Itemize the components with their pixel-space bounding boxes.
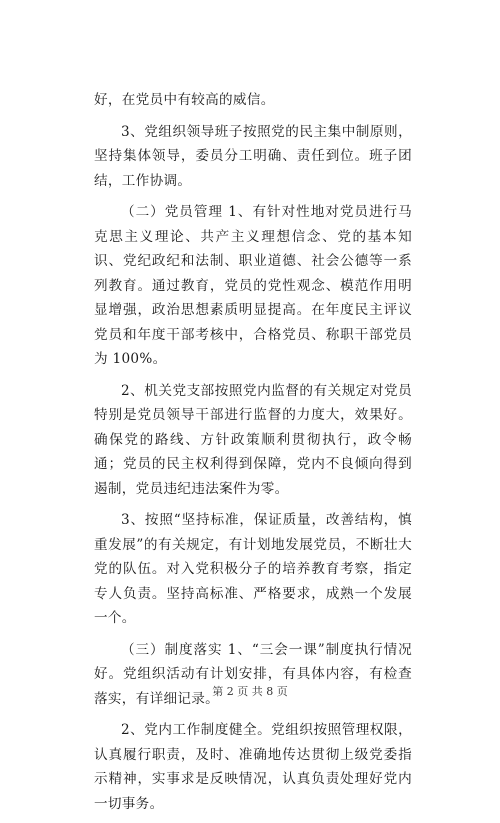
paragraph-continuation: 好，在党员中有较高的威信。 [94,92,275,108]
paragraph-work-system: 2、党内工作制度健全。党组织按照管理权限，认真履行职责，及时、准确地传达贯彻上级党委指示精神，实事求是反映情况，认真负责处理好党内一切事务。 [94,722,412,812]
paragraph-member-development: 3、按照“坚持标准，保证质量，改善结构，慎重发展”的有关规定，有计划地发展党员，不断壮大党的队伍。对入党积极分子的培养教育考察，指定专人负责。坚持高标准、严格要求，成熟一个发展一个。 [94,512,412,626]
paragraph-system-implementation: （三）制度落实 1、“三会一课”制度执行情况好。党组织活动有计划安排，有具体内容，有检查落实，有详细记录。 [94,641,412,707]
paragraph-member-management: （二）党员管理 1、有针对性地对党员进行马克思主义理论、共产主义理想信念、党的基本知识、党纪政纪和法制、职业道德、社会公德等一系列教育。通过教育，党员的党性观念、模范作用明显增强，政治思想素质明显提高。在年度民主评议党员和年度干部考核中，合格党员、称职干部党员为 100%。 [94,204,412,367]
paragraph-supervision: 2、机关党支部按照党内监督的有关规定对党员特别是党员领导干部进行监督的力度大，效果好。确保党的路线、方针政策顺利贯彻执行，政令畅通；党员的民主权利得到保障，党内不良倾向得到遏制，党员违纪违法案件为零。 [94,382,412,497]
document-body [94,88,412,823]
paragraph-leadership-principle: 3、党组织领导班子按照党的民主集中制原则，坚持集体领导，委员分工明确、责任到位。班子团结，工作协调。 [94,123,412,189]
page-number-footer: 第 2 页 共 8 页 [212,685,288,698]
